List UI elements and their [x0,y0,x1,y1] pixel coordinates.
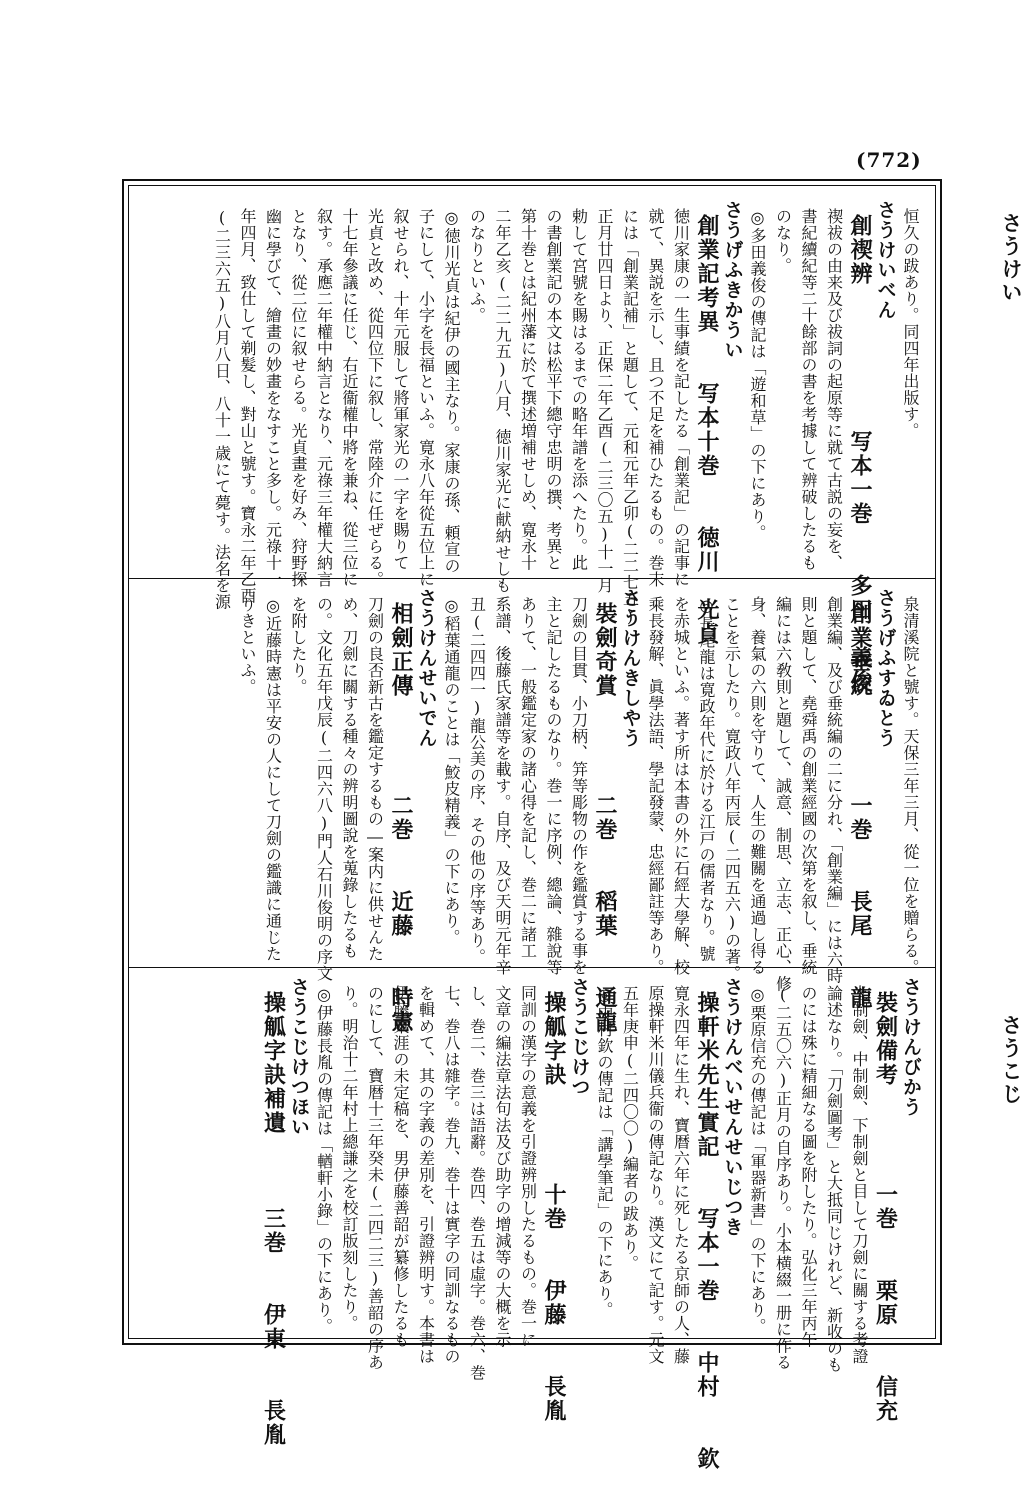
entry-text-column: 原操軒米川儀兵衞の傳記なり。漢文にて記す。元文 [646,985,665,1365]
entry-text-column: ◎徳川光貞は紀伊の國主なり。家康の孫、頼宣の [442,208,461,574]
entry-text-column: 丑(二四四一)龍公美の序、その他の序等あり。 [467,596,487,965]
running-head-bottom: さうこじ [999,1014,1024,1106]
entry-text-column: 五年庚申(二四〇〇)編者の跋あり。 [620,985,640,1272]
entry-text-column: し、巻二、巻三は語辭。巻四、巻五は虛字。巻六、巻 [467,985,487,1381]
entry-text-column: りきといふ。 [238,596,257,695]
entry-text-column: 勅して宮號を賜はるまでの略年譜を添へたり。此 [569,208,589,571]
entry-text-column: の書創業記の本文は松平下總守忠明の撰、考異と [544,208,563,571]
entry-text-column: 刀劍の目貫、小刀柄、笄等彫物の作を鑑賞する事を [569,596,589,976]
entry-text-column: 伊藤東涯の未定稿を、男伊藤善韶が纂修したるも [391,985,410,1348]
entry-text-column: 書紀續紀等二十餘部の書を考據して辨破したるも [799,208,818,571]
entry-text-column: 子にして、小字を長福といふ。寛永八年從五位上に [416,208,436,588]
entry-text-column: 叙せられ、十年元服して將軍家光の一字を賜りて [391,208,410,571]
entry-text-column: 編には六敎則と題して、誠意、制思、立志、正心、修 [773,596,793,992]
entry-text-column: 正月廿四日より、正保二年乙酉(二三〇五)十一月 [595,208,614,594]
entry-text-column: 論述なり。「刀劍圖考」と大抵同じけれど、新收のも [824,985,844,1373]
entry-text-column: 泉清溪院と號す。天保三年三月、從一位を贈らる。 [901,596,920,976]
entry-text-column: 上制劍、中制劍、下制劍と目して刀劍に關する考證 [850,985,869,1365]
entry-heading: さうけんせいでん [415,588,438,748]
entry-text-column: め、刀劍に關する種々の辨明圖說を蒐錄したるも [340,596,359,959]
entry-text-column: を附したり。 [289,596,308,695]
entry-title: 相劍正傳 二巻 近藤 時憲 [388,602,414,1034]
entry-text-column: を赤城といふ。著す所は本書の外に石經大學解、校 [671,596,691,976]
entry-title: 操觚字訣 十巻 伊藤 長胤 [541,991,567,1423]
entry-text-column: 就て、異説を示し、且つ不足を補ひたるもの。巻末 [646,208,665,588]
entry-heading: さうげふすゐとう [874,588,897,748]
entry-text-column: 二年乙亥(二二九五)八月、徳川家光に献納せしも [493,208,512,594]
entry-text-column: 十七年參議に任じ、右近衞權中將を兼ね、從三位に [340,208,359,588]
entry-text-column: 幽に學びて、繪畫の妙畫をなすこと多し。元祿十一 [263,208,283,588]
entry-text-column: ◎多田義俊の傳記は「遊和草」の下にあり。 [748,208,767,541]
entry-text-column: の。文化五年戊辰(二四六八)門人石川俊明の序文 [314,596,334,982]
page-number: (772) [856,148,922,172]
entry-text-column: ◎長尾龍は寛政年代に於ける江戸の儒者なり。號 [697,596,716,962]
entry-text-column: ことを示したり。寛政八年丙辰(二四五六)の著。 [722,596,742,982]
entry-heading: さうけんびかう [900,977,922,1117]
entry-text-column: 徳川家康の一生事績を記したる「創業記」の記事に [671,208,691,588]
entry-text-column: 乘長發解、眞學法語、學記發蒙、忠經鄙註等あり。 [646,596,665,976]
entry-text-column: のにして、寶暦十三年癸未(二四二三)善韶の序あ [365,985,385,1371]
entry-text-column: ありて、一般鑑定家の諸心得を記し、巻二に諸工 [518,596,538,959]
entry-title: 裝劍備考 一巻 栗原 信充 [872,991,899,1423]
entry-text-column: 刀劍の良否新古を鑑定するもの―案内に供せんた [365,596,385,962]
entry-text-column: 叙す。承應二年權中納言となり、元祿三年權大納言 [314,208,334,588]
entry-text-column: 主と記したるものなり。巻一に序例、總論、雜說等 [544,596,563,976]
entry-text-column: ◎伊藤長胤の傳記は「輶軒小錄」の下にあり。 [314,985,334,1335]
entry-text-column: 恒久の跋あり。同四年出版す。 [901,208,920,439]
entry-heading: さうこじけつ [568,977,591,1097]
entry-heading: さうけんべいせんせいじつき [721,977,744,1237]
running-head-top: さうけい [999,212,1024,304]
entry-text-column: を輯めて、其の字義の差別を、引證辨明す。本書は [416,985,436,1365]
entry-text-column: 第十巻とは紀州藩に於て撰述増補せしめ、寛永十 [518,208,538,571]
entry-text-column: 系譜、後藤氏家譜等を載す。自序、及び天明元年辛 [493,596,512,976]
entry-title: 創業垂統 一巻 長尾 龍 [847,602,873,1010]
entry-text-column: 身、養氣の六則を守りて、人生の難關を通過し得る [748,596,767,976]
entry-heading: さうけいべん [874,200,897,320]
entry-text-column: (二五〇六)正月の自序あり。小本横綴一册に作る [773,985,793,1371]
entry-heading: さうこじけつほい [288,977,310,1137]
entry-heading: さうげふきかうい [721,200,744,360]
entry-title: 操軒米先生實記 写本一巻 中村 欽 [694,991,720,1471]
entry-title: 裝劍奇賞 二巻 稻葉 通龍 [592,602,618,1034]
entry-title: 操觚字訣補遺 三巻 伊東 長胤 [260,991,287,1447]
entry-text-column: り。明治十二年村上總謙之を校訂版刻したり。 [340,985,359,1332]
entry-title: 創禊辨 写本一巻 多田 義俊 [847,214,873,694]
entry-title: 創業記考異 写本十巻 徳川 光貞 [694,214,720,646]
entry-text-column: 年四月、致仕して剃髮し、對山と號す。寶永二年乙酉 [238,208,257,604]
entry-text-column: 創業編、及び垂統編の二に分れ、「創業編」には六時 [824,596,844,984]
entry-text-column: 文章の編法章法句法及び助字の增減等の大概を示 [493,985,512,1348]
entry-text-column: 禊祓の由来及び祓詞の起原等に就て古説の妄を、 [824,208,844,571]
entry-text-column: 同訓の漢字の意義を引證辨別したるもの。巻一に [518,985,538,1348]
entry-text-column: のには殊に精細なる圖を附したり。弘化三年丙午 [799,985,818,1348]
entry-text-column: のなり。 [773,208,793,274]
entry-text-column: 七、巻八は雜字。巻九、巻十は實字の同訓なるもの [442,985,461,1365]
entry-text-column: ◎稻葉通龍のことは「鮫皮精義」の下にあり。 [442,596,461,946]
entry-text-column: には「創業記補」と題して、元和元年乙卯(二二七五) [620,208,640,627]
entry-text-column: (二三六五)八月八日、八十一歳にて薨す。法名を源 [212,208,232,610]
entry-heading: さうけんきしやう [619,588,642,748]
entry-text-column: のなりといふ。 [467,208,487,324]
entry-text-column: ◎中村欽の傳記は「講學筆記」の下にあり。 [595,985,614,1318]
entry-text-column: となり、從二位に叙せらる。光貞畫を好み、狩野探 [289,208,308,588]
entry-text-column: 則と題して、堯舜禹の創業經國の次第を叙し、垂統 [799,596,818,976]
entry-text-column: 寛永四年に生れ、寶暦六年に死したる京師の人、藤 [671,985,691,1365]
entry-text-column: 光貞と改め、從四位下に叙し、常陸介に任ぜらる。 [365,208,385,588]
entry-text-column: ◎近藤時憲は平安の人にして刀劍の鑑識に通じた [263,596,283,962]
entry-text-column: ◎栗原信充の傳記は「軍器新書」の下にあり。 [748,985,767,1335]
